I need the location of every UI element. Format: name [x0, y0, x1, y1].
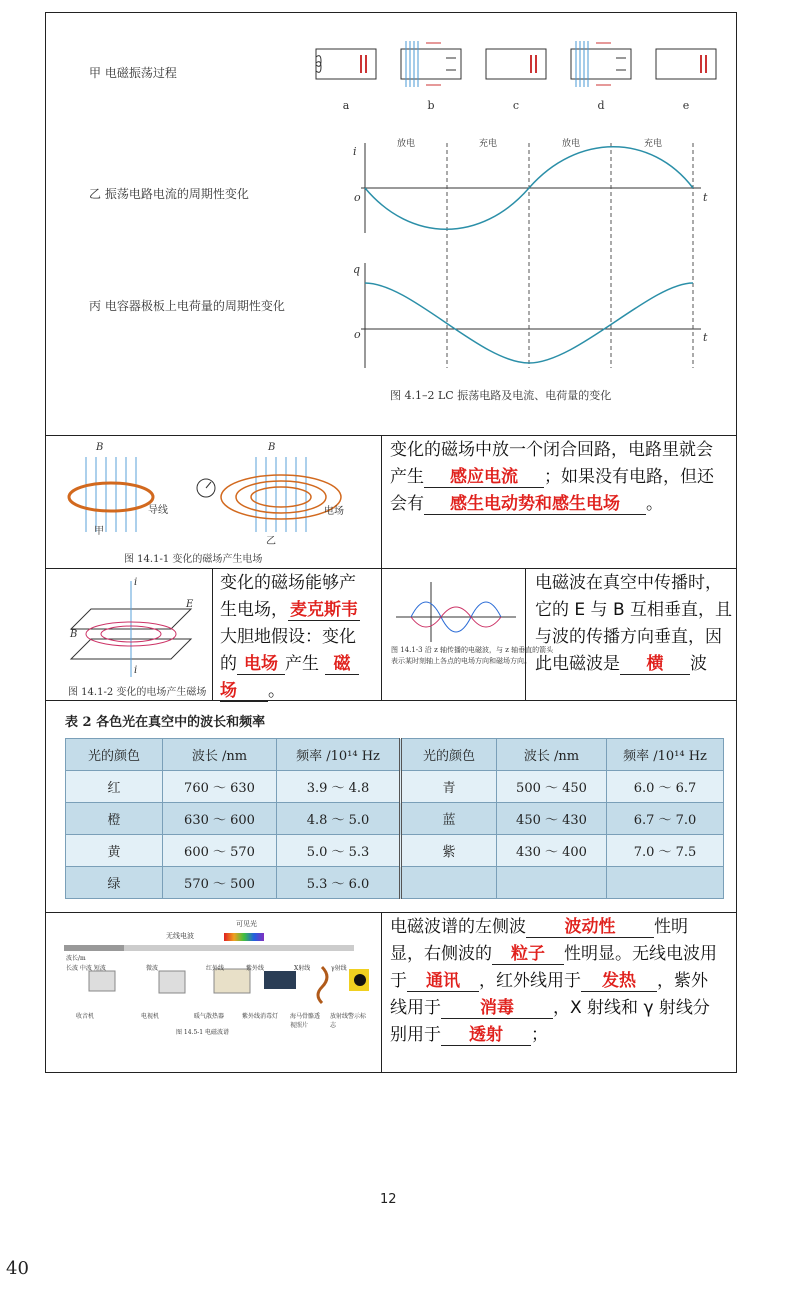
- cell: 430 ～ 400: [497, 835, 607, 867]
- col-header: 光的颜色: [66, 739, 163, 771]
- table-row: [66, 867, 724, 899]
- visible-light-label: 可见光: [236, 920, 257, 928]
- field-label: 电场: [324, 506, 344, 517]
- q2-line4: 的 电场 产生 磁: [220, 651, 380, 678]
- stage-a: a: [342, 99, 350, 112]
- band-label: 微波: [146, 965, 159, 972]
- band-label: γ射线: [331, 965, 347, 972]
- yi-label: 乙: [266, 536, 276, 547]
- fig-14-1-1-diagram: [61, 442, 361, 542]
- q3-line1: 电磁波在真空中传播时，: [535, 573, 722, 593]
- origin-label: o: [354, 191, 361, 204]
- q4-answer5[interactable]: 消毒: [441, 999, 553, 1019]
- phase-label: 放电: [396, 139, 416, 149]
- wire-label: 导线: [148, 505, 168, 516]
- q3-answer[interactable]: 横: [620, 655, 690, 675]
- divider: [381, 913, 382, 1072]
- row-jia-label: 甲 电磁振荡过程: [89, 66, 177, 80]
- table-row: [66, 835, 724, 867]
- q1-paragraph: [390, 437, 730, 518]
- q3-line2: 它的 E 与 B 互相垂直，且: [535, 600, 733, 620]
- cell: 黄: [66, 835, 163, 867]
- t-axis-label: t: [703, 331, 708, 344]
- divider: [381, 436, 382, 569]
- fig-14-1-2-diagram: [66, 579, 206, 679]
- fig-14-1-2-caption: 图 14.1-2 变化的电场产生磁场: [68, 687, 207, 698]
- cell: 7.0 ～ 7.5: [607, 835, 724, 867]
- q2-answer2[interactable]: 电场: [237, 655, 285, 675]
- cell: 6.0 ～ 6.7: [607, 771, 724, 803]
- table2-section: [45, 700, 737, 913]
- divider: [381, 569, 382, 701]
- divider: [212, 569, 213, 701]
- q2-answer1[interactable]: 麦克斯韦: [290, 600, 358, 620]
- q4-line2: 显，右侧波的 粒子 性明显。无线电波用: [390, 944, 717, 964]
- t-axis-label: t: [703, 191, 708, 204]
- q4-answer2[interactable]: 粒子: [492, 945, 564, 965]
- col-header: 波长 /nm: [163, 739, 277, 771]
- q1-answer1[interactable]: 感应电流: [424, 468, 544, 488]
- lc-circuit-diagram: [306, 37, 726, 117]
- circuit-e: [656, 49, 716, 79]
- q1-answer2[interactable]: 感生电动势和感生电场: [424, 495, 646, 515]
- phase-label: 放电: [561, 139, 581, 149]
- table-row: [66, 771, 724, 803]
- item-label: 收音机: [76, 1013, 95, 1020]
- q3-line3: 与波的传播方向垂直，因: [535, 627, 722, 647]
- q2-answer3a[interactable]: 磁: [325, 655, 359, 675]
- b-label-left: B: [96, 442, 104, 453]
- row-bing-label: 丙 电容器极板上电荷量的周期性变化: [89, 299, 285, 313]
- q2-paragraph: [220, 570, 380, 705]
- col-header: 光的颜色: [401, 739, 497, 771]
- band-label: 紫外线: [246, 965, 265, 972]
- row-magnetic-field: [45, 435, 737, 569]
- cell: 4.8 ～ 5.0: [277, 803, 401, 835]
- fig-14-1-3-diagram: [391, 577, 521, 647]
- cell: 5.3 ～ 6.0: [277, 867, 401, 899]
- corner-number: 40: [6, 1258, 29, 1279]
- q4-answer3[interactable]: 通讯: [407, 972, 479, 992]
- table-header-row: [66, 739, 724, 771]
- jia-label: 甲: [94, 526, 104, 537]
- item-label: 放射线警示标志: [330, 1013, 367, 1029]
- cell: 红: [66, 771, 163, 803]
- lc-figure-section: [45, 12, 737, 436]
- cell: 青: [401, 771, 497, 803]
- q2-answer3b[interactable]: 场: [220, 682, 268, 702]
- divider: [525, 569, 526, 701]
- q4-line4: 线用于 消毒 ，X 射线和 γ 射线分: [390, 998, 710, 1018]
- q4-line5: 别用于 透射 ；: [390, 1025, 548, 1045]
- q2-line3: 大胆地假设：变化: [220, 627, 356, 647]
- q3-paragraph: [535, 570, 735, 678]
- cell: 紫: [401, 835, 497, 867]
- cell: [401, 867, 497, 899]
- stage-e: e: [682, 99, 690, 112]
- band-label: 红外线: [206, 965, 225, 972]
- q4-line3: 于 通讯 ，红外线用于 发热 ，紫外: [390, 971, 708, 991]
- cell: 6.7 ～ 7.0: [607, 803, 724, 835]
- q2-line1: 变化的磁场能够产: [220, 573, 356, 593]
- i-bottom-label: i: [134, 665, 138, 676]
- circuit-a: [316, 49, 376, 79]
- e-label: E: [186, 599, 194, 610]
- col-header: 频率 /10¹⁴ Hz: [277, 739, 401, 771]
- cell: 600 ～ 570: [163, 835, 277, 867]
- cell: 450 ～ 430: [497, 803, 607, 835]
- circuit-b: [401, 41, 461, 87]
- cell: 570 ～ 500: [163, 867, 277, 899]
- q4-answer1[interactable]: 波动性: [526, 918, 654, 938]
- phase-label: 充电: [643, 139, 663, 149]
- col-header: 波长 /nm: [497, 739, 607, 771]
- page-number: 12: [380, 1192, 397, 1207]
- q4-paragraph: [390, 914, 732, 1049]
- q1-line2: 产生 感应电流 ；如果没有电路，但还: [390, 467, 714, 487]
- q2-line2: 生电场， 麦克斯韦: [220, 600, 358, 620]
- cell: [607, 867, 724, 899]
- item-label: 暖气散热器: [194, 1013, 225, 1020]
- band-label: 长波 中波 短波: [66, 965, 106, 972]
- q1-line3: 会有 感生电动势和感生电场 。: [390, 494, 663, 514]
- spectrum-table: [65, 738, 724, 899]
- charge-curve: [365, 283, 693, 363]
- stage-b: b: [427, 99, 435, 112]
- cell: 绿: [66, 867, 163, 899]
- item-label: 电视机: [141, 1013, 160, 1020]
- cell: 500 ～ 450: [497, 771, 607, 803]
- cell: 630 ～ 600: [163, 803, 277, 835]
- cell: 5.0 ～ 5.3: [277, 835, 401, 867]
- circuit-d: [571, 41, 631, 87]
- q1-line1: 变化的磁场中放一个闭合回路，电路里就会: [390, 440, 713, 460]
- fig-14-5-1-caption: 图 14.5-1 电磁波谱: [176, 1029, 230, 1036]
- q4-line1: 电磁波谱的左侧波 波动性 性明: [390, 917, 688, 937]
- stage-d: d: [597, 99, 605, 112]
- table-row: [66, 803, 724, 835]
- q2-line5: 场 。: [220, 681, 285, 701]
- row-electric-field: [45, 568, 737, 701]
- fig-14-1-3-caption-1: 图 14.1-3 沿 z 轴传播的电磁波，与 z 轴垂直的箭头: [391, 646, 554, 654]
- q-axis-label: q: [353, 263, 361, 276]
- fig-14-1-1-caption: 图 14.1-1 变化的磁场产生电场: [124, 554, 263, 565]
- cell: 橙: [66, 803, 163, 835]
- cell: 蓝: [401, 803, 497, 835]
- axis-unit-label: 波长/m: [66, 955, 86, 962]
- table2-title: 表 2 各色光在真空中的波长和频率: [65, 715, 266, 730]
- cell: [497, 867, 607, 899]
- radio-label: 无线电波: [166, 932, 194, 940]
- cell: 3.9 ～ 4.8: [277, 771, 401, 803]
- current-charge-graphs: [351, 133, 716, 373]
- q4-answer6[interactable]: 透射: [441, 1026, 531, 1046]
- q3-line4: 此电磁波是 横 波: [535, 654, 707, 674]
- col-header: 频率 /10¹⁴ Hz: [607, 739, 724, 771]
- b-label-right: B: [268, 442, 276, 453]
- item-label: 海马骨骼透视照片: [290, 1013, 321, 1029]
- stage-c: c: [512, 99, 520, 112]
- band-label: X射线: [294, 965, 311, 972]
- b-label: B: [70, 629, 78, 640]
- origin-label: o: [354, 328, 361, 341]
- q4-answer4[interactable]: 发热: [581, 972, 657, 992]
- i-top-label: i: [134, 577, 138, 588]
- phase-label: 充电: [478, 139, 498, 149]
- fig-14-1-3-caption-2: 表示某时刻轴上各点的电场方向和磁场方向。: [391, 657, 531, 665]
- i-axis-label: i: [353, 145, 357, 158]
- cell: 760 ～ 630: [163, 771, 277, 803]
- circuit-c: [486, 49, 546, 79]
- lc-caption: 图 4.1–2 LC 振荡电路及电流、电荷量的变化: [390, 389, 612, 402]
- row-em-spectrum: [45, 912, 737, 1073]
- row-yi-label: 乙 振荡电路电流的周期性变化: [89, 187, 249, 201]
- item-label: 紫外线消毒灯: [242, 1013, 279, 1020]
